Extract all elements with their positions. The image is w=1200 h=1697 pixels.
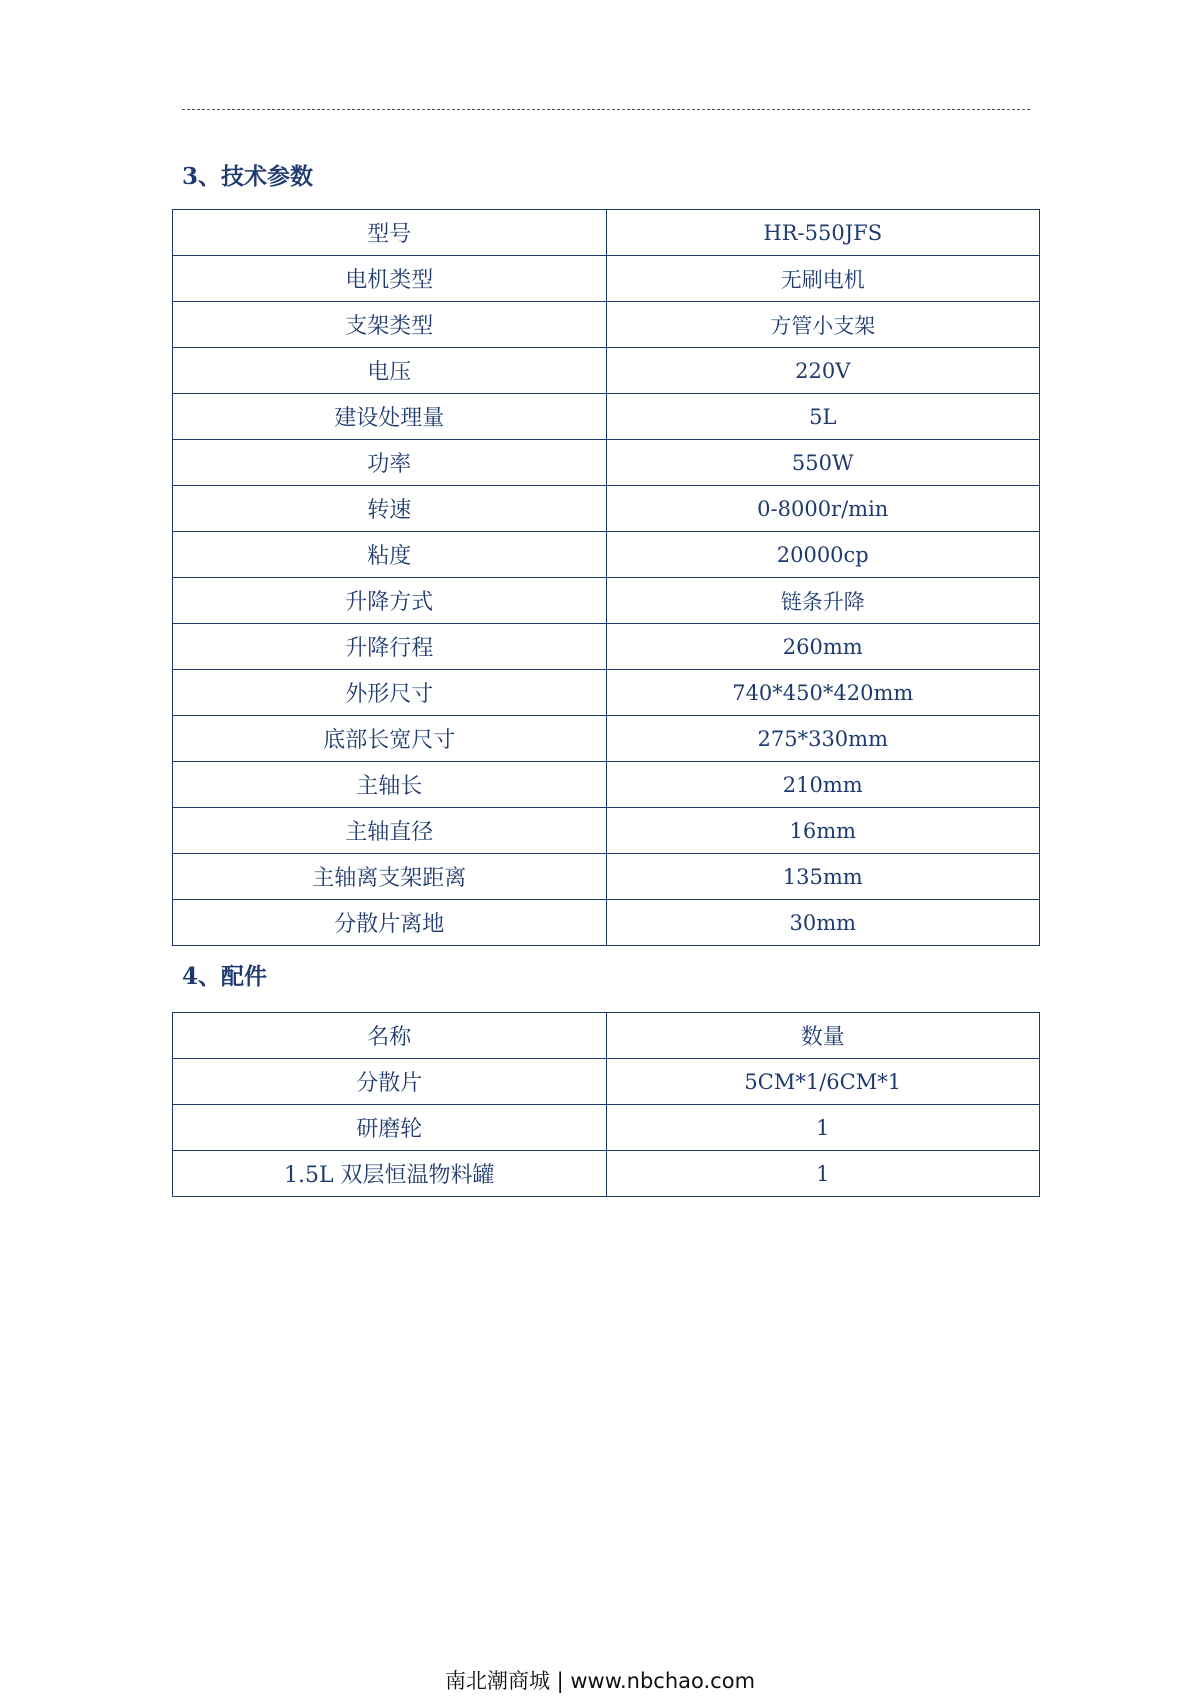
table-row bbox=[173, 532, 1040, 578]
top-divider bbox=[182, 109, 1030, 110]
param-name: 底部长宽尺寸 bbox=[173, 716, 607, 762]
accessory-quantity: 5CM*1/6CM*1 bbox=[606, 1059, 1040, 1105]
accessories-heading: 4、配件 bbox=[182, 963, 268, 990]
param-name: 升降方式 bbox=[173, 578, 607, 624]
param-value: 无刷电机 bbox=[606, 256, 1040, 302]
param-value: 135mm bbox=[606, 854, 1040, 900]
param-value: 260mm bbox=[606, 624, 1040, 670]
param-name: 功率 bbox=[173, 440, 607, 486]
param-name: 型号 bbox=[173, 210, 607, 256]
param-value: 550W bbox=[606, 440, 1040, 486]
accessory-name: 研磨轮 bbox=[173, 1105, 607, 1151]
param-value: 5L bbox=[606, 394, 1040, 440]
tech-params-table bbox=[172, 209, 1040, 946]
table-row bbox=[173, 900, 1040, 946]
table-row bbox=[173, 302, 1040, 348]
table-row bbox=[173, 854, 1040, 900]
param-name: 主轴直径 bbox=[173, 808, 607, 854]
param-value: HR-550JFS bbox=[606, 210, 1040, 256]
table-row bbox=[173, 578, 1040, 624]
table-row bbox=[173, 670, 1040, 716]
accessories-table bbox=[172, 1012, 1040, 1197]
param-name: 电机类型 bbox=[173, 256, 607, 302]
param-value: 30mm bbox=[606, 900, 1040, 946]
param-value: 740*450*420mm bbox=[606, 670, 1040, 716]
table-row bbox=[173, 624, 1040, 670]
table-row bbox=[173, 762, 1040, 808]
param-name: 外形尺寸 bbox=[173, 670, 607, 716]
table-row bbox=[173, 808, 1040, 854]
table-row bbox=[173, 486, 1040, 532]
param-name: 粘度 bbox=[173, 532, 607, 578]
table-row bbox=[173, 716, 1040, 762]
accessory-name: 1.5L 双层恒温物料罐 bbox=[173, 1151, 607, 1197]
table-row bbox=[173, 210, 1040, 256]
table-row bbox=[173, 1105, 1040, 1151]
table-row bbox=[173, 348, 1040, 394]
tech-params-heading: 3、技术参数 bbox=[182, 163, 314, 190]
table-header-row bbox=[173, 1013, 1040, 1059]
table-row bbox=[173, 440, 1040, 486]
accessory-quantity: 1 bbox=[606, 1105, 1040, 1151]
param-name: 支架类型 bbox=[173, 302, 607, 348]
accessory-quantity: 1 bbox=[606, 1151, 1040, 1197]
param-name: 建设处理量 bbox=[173, 394, 607, 440]
column-header-quantity: 数量 bbox=[606, 1013, 1040, 1059]
param-value: 210mm bbox=[606, 762, 1040, 808]
param-value: 275*330mm bbox=[606, 716, 1040, 762]
table-row bbox=[173, 256, 1040, 302]
table-row bbox=[173, 1059, 1040, 1105]
table-row bbox=[173, 1151, 1040, 1197]
param-value: 方管小支架 bbox=[606, 302, 1040, 348]
table-row bbox=[173, 394, 1040, 440]
column-header-name: 名称 bbox=[173, 1013, 607, 1059]
param-name: 电压 bbox=[173, 348, 607, 394]
param-value: 0-8000r/min bbox=[606, 486, 1040, 532]
param-name: 转速 bbox=[173, 486, 607, 532]
param-name: 分散片离地 bbox=[173, 900, 607, 946]
param-name: 主轴离支架距离 bbox=[173, 854, 607, 900]
param-value: 链条升降 bbox=[606, 578, 1040, 624]
param-name: 升降行程 bbox=[173, 624, 607, 670]
param-value: 220V bbox=[606, 348, 1040, 394]
param-value: 16mm bbox=[606, 808, 1040, 854]
param-value: 20000cp bbox=[606, 532, 1040, 578]
param-name: 主轴长 bbox=[173, 762, 607, 808]
footer-site-label: 南北潮商城 | www.nbchao.com bbox=[444, 1669, 756, 1693]
accessory-name: 分散片 bbox=[173, 1059, 607, 1105]
